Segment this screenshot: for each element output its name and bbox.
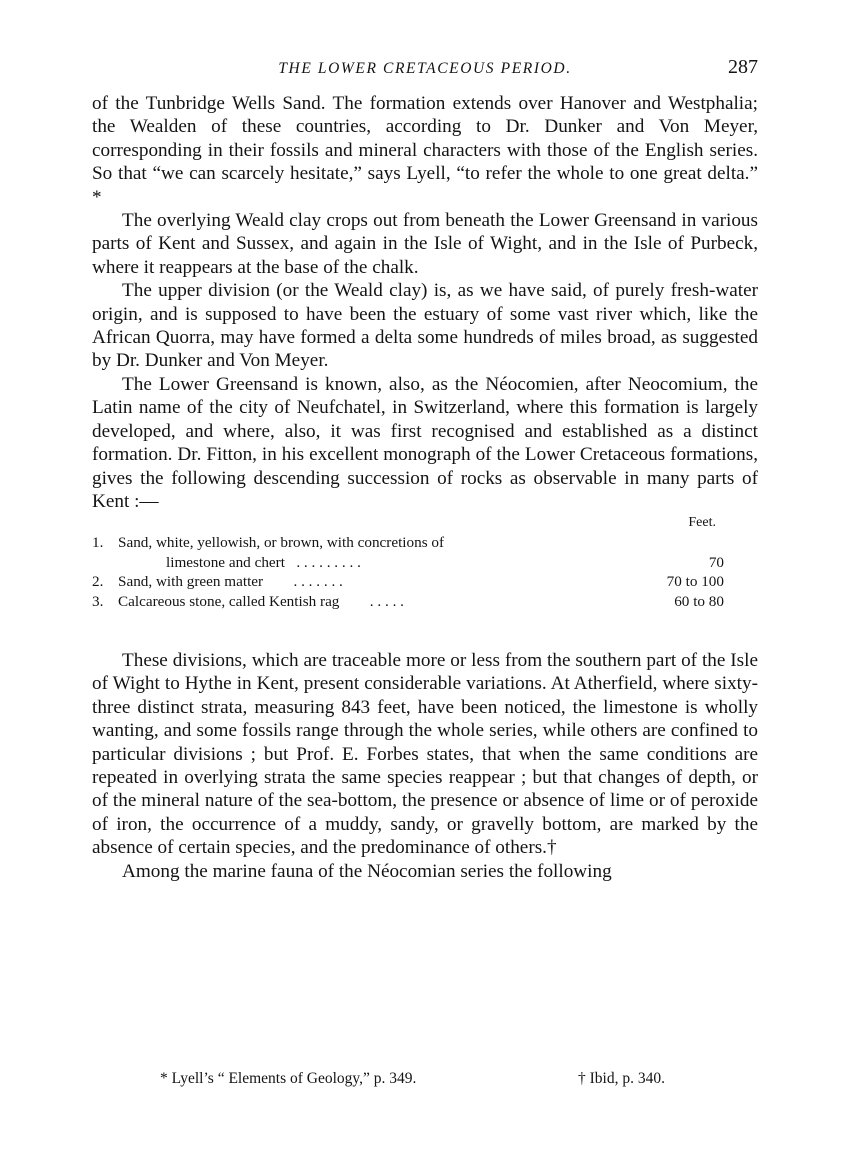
paragraph-lower-greensand: The Lower Greensand is known, also, as the Néocomien, after Neocomium, the Latin name of the city of Neufchatel, in Switzerland, where this formation is largely developed, and where, also, it was first recognised and established as a distinct formation. Dr. Fitton, in his excellent monograph of the Lower Cretaceous formations, gives the following descending succession of rocks as observable in many parts of Kent :— xyxy=(92,373,758,512)
table-row xyxy=(92,533,758,552)
row-number: 1. xyxy=(92,534,104,552)
paragraph-divisions: These divisions, which are traceable more or less from the southern part of the Isle of Wight to Hythe in Kent, present considerable variations. At Atherfield, where sixty-three distinct strata, measuring 843 feet, have been noticed, the limestone is wholly wanting, and some fossils range through the whole series, while others are confined to particular divisions ; but Prof. E. Forbes states, that when the same conditions are repeated in overlying strata the same species reappear ; but that changes of depth, or of the mineral nature of the sea-bottom, the presence or absence of lime or of peroxide of iron, the occurrence of a muddy, sandy, or gravelly bottom, are marked by the absence of certain species, and the predominance of others.† xyxy=(92,649,758,859)
footnote-ibid: † Ibid, p. 340. xyxy=(578,1070,665,1087)
row-value: 60 to 80 xyxy=(674,592,724,610)
strata-table xyxy=(92,513,758,611)
leader-dots: . . . . . . . . . xyxy=(296,553,361,571)
row-description: Calcareous stone, called Kentish rag xyxy=(118,592,340,610)
table-unit-header: Feet. xyxy=(688,515,716,531)
footnote-lyell: * Lyell’s “ Elements of Geology,” p. 349. xyxy=(160,1070,417,1087)
paragraph-continuation: of the Tunbridge Wells Sand. The formation extends over Hanover and Westphalia; the Wealden of these countries, according to Dr. Dunker and Von Meyer, corresponding in their fossils and mineral characters with those of the English series. So that “we can scarcely hesitate,” says Lyell, “to refer the whole to one great delta.” * xyxy=(92,93,758,208)
row-value: 70 xyxy=(708,553,724,571)
running-title: THE LOWER CRETACEOUS PERIOD. xyxy=(278,60,572,77)
table-row-continued xyxy=(92,553,758,572)
leader-dots: . . . . . . . xyxy=(293,573,343,591)
table-row xyxy=(92,572,758,591)
page-number: 287 xyxy=(728,56,758,78)
row-value: 70 to 100 xyxy=(666,573,724,591)
paragraph-weald-clay: The overlying Weald clay crops out from beneath the Lower Greensand in various parts of Kent and Sussex, and again in the Isle of Wight, and in the Isle of Purbeck, where it reappears at the base of the chalk. xyxy=(92,210,758,278)
row-number: 2. xyxy=(92,573,104,591)
table-row xyxy=(92,592,758,611)
leader-dots: . . . . . xyxy=(369,592,404,610)
page-header xyxy=(92,58,758,92)
row-number: 3. xyxy=(92,592,104,610)
paragraph-marine-fauna: Among the marine fauna of the Néocomian series the following xyxy=(122,860,612,882)
book-page xyxy=(92,58,758,883)
row-description-cont: limestone and chert xyxy=(166,553,285,571)
paragraph-upper-division: The upper division (or the Weald clay) is, as we have said, of purely fresh-water origin, and is supposed to have been the estuary of some vast river which, like the African Quorra, may have formed a delta some hundreds of miles broad, as suggested by Dr. Dunker and Von Meyer. xyxy=(92,280,758,372)
row-description: Sand, white, yellowish, or brown, with concretions of xyxy=(118,534,445,552)
row-description: Sand, with green matter xyxy=(118,573,264,591)
